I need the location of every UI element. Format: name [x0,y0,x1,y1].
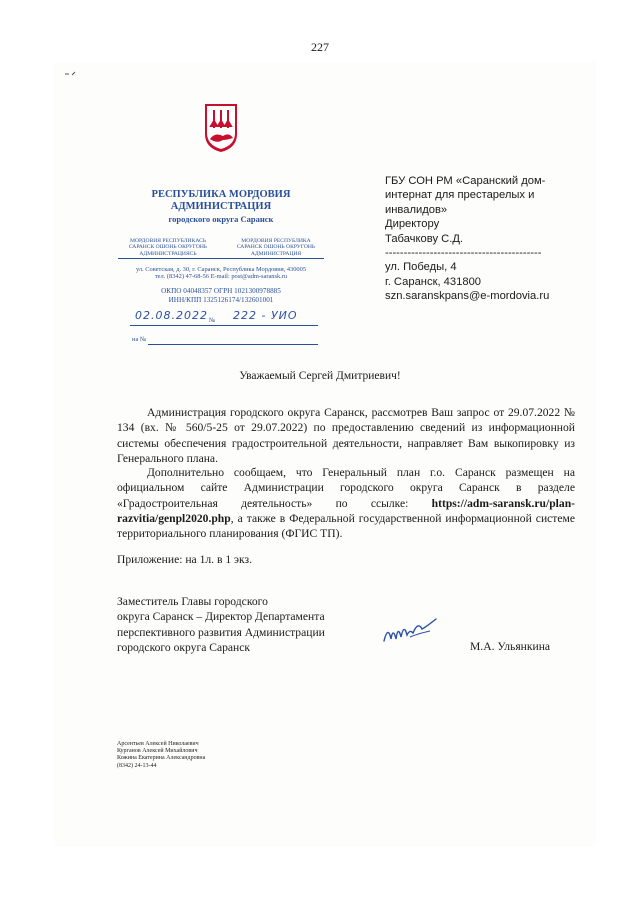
executors-list [117,741,205,770]
erzya-line: АДМИНИСТРАЦИЯ [250,250,302,257]
salutation: Уважаемый Сергей Дмитриевич! [239,370,401,382]
okpo-line: ОКПО 04048357 ОГРН 1021300978885 [161,287,281,295]
recipient-line: Директору [385,218,440,231]
moksha-line: МОРДОВИЯ РЕСПУБЛИКАСЬ [129,238,207,244]
address-line: ул. Советская, д. 30, г. Саранск, Республика Мордовия, 430005 [135,266,307,273]
genplan-link[interactable]: https://adm-saransk.ru/plan-razvitia/genpl2020.php [117,496,575,525]
republic-title: РЕСПУБЛИКА МОРДОВИЯ [151,189,291,200]
moksha-heading [118,238,218,257]
signer-position-line: городского округа Саранск [117,640,251,654]
okrug-title: городского округа Саранск [168,214,274,224]
handwritten-signature [380,615,440,647]
contacts-line: тел. (8342) 47-68-56 E-mail: post@adm-saransk.ru [154,273,288,281]
recipient-email: szn.saranskpans@e-mordovia.ru [385,290,550,303]
executor-phone: (8342) 24-13-44 [117,762,157,769]
outgoing-date: 02.08.2022 [135,309,208,322]
recipient-block [385,174,585,304]
body-paragraph-1: Администрация городского округа Саранск, рассмотрев Ваш запрос от 29.07.2022 № 134 (вх. № 560/5-25 от 29.07.2022) по предоставлению сведений из информационной системы обеспечения градостроительной деятельности, направляет Вам выкопировку из Генерального плана. [117,406,575,465]
para2-text: Дополнительно сообщаем, что Генеральный план г.о. Саранск размещен на официальном сайте Администрации городского округа Саранск в разделе «Градостроительная деятельность» по ссылке: [117,466,575,510]
administration-title: АДМИНИСТРАЦИЯ [170,201,272,212]
recipient-line: ГБУ СОН РМ «Саранский дом- [385,175,546,187]
letterhead-address [110,266,332,281]
signer-position-line: перспективного развития Администрации [117,625,325,639]
reply-to-underline [148,344,318,345]
number-label: № [209,317,216,324]
executor-line: Арсентьев Алексей Николаевич [117,741,199,747]
erzya-line: САРАНСК ОШОНЬ ОКРУГОНЬ [236,244,316,251]
signer-position-line: округа Саранск – Директор Департамента [117,610,325,624]
registration-codes [118,287,324,304]
coat-of-arms-icon [203,102,239,154]
executor-line: Кожина Екатерина Александровна [117,755,206,762]
recipient-line: Табачкову С.Д. [385,232,464,245]
scan-mark [64,71,76,77]
letterhead-divider [118,258,324,259]
executor-line: Курганов Алексей Михайлович [117,748,198,755]
recipient-line: интернат для престарелых и [385,189,535,202]
signer-position-line: Заместитель Главы городского [117,595,268,608]
moksha-line: САРАНСК ОШОНЬ ОКРУГОНЬ [128,244,208,251]
moksha-line: АДМИНИСТРАЦИЯСЬ [139,250,197,257]
signer-position [117,594,367,655]
signer-name: М.А. Ульянкина [470,640,551,653]
recipient-line: инвалидов» [385,203,448,216]
inn-line: ИНН/КПП 1325126174/132601001 [168,295,274,304]
appendix-note: Приложение: на 1л. в 1 экз. [117,553,252,566]
erzya-line: МОРДОВИЯ РЕСПУБЛИКА [241,238,311,244]
page-number: 227 [311,40,329,54]
erzya-heading [226,238,326,257]
body-paragraph-2 [117,465,575,541]
outgoing-number: 222 - УИО [233,309,298,322]
para2-text-end: , а также в Федеральной государственной информационной системе территориального планирования (ФГИС ТП). [117,511,575,541]
recipient-separator: ------------------------------------------ [385,247,542,260]
recipient-address-line: ул. Победы, 4 [385,261,457,274]
reply-to-label: на № [132,336,147,343]
recipient-address-line: г. Саранск, 431800 [385,275,482,288]
